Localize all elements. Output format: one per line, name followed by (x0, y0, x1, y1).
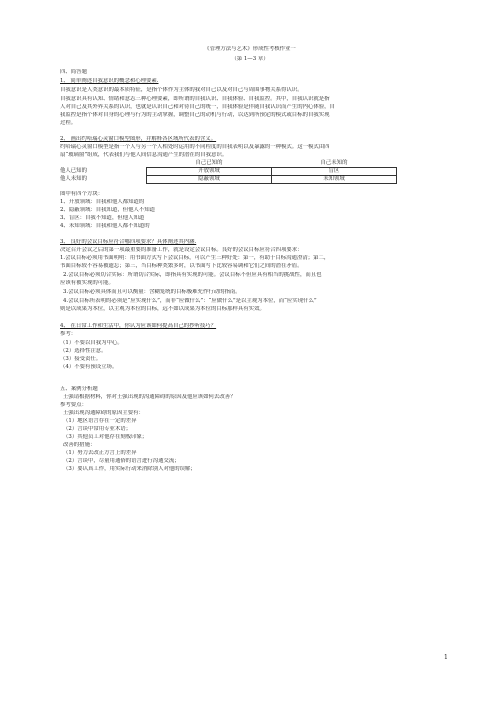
answer-2-item-3: 3、盲区：自我不知道，但他人知道 (60, 215, 145, 221)
section-4-heading: 四、简答题 (60, 69, 87, 75)
answer-4-item-4: （4）不要有预设立场。 (60, 364, 118, 370)
question-4: 4、 在日常工作和生活中，你认为应该如何提高自己的抄听技巧？ (60, 323, 217, 329)
answer-3-line-3: 书面目标较不容易被遗忘；第三，当目标种类繁多时，以书面写下比较容易调和它们之间的潜在矛盾。 (60, 263, 303, 269)
answer-4-item-2: （2）选择性注意。 (60, 348, 107, 354)
window-hidden-area: 隐蔽领域 (147, 176, 272, 184)
answer-2-item-1: 1、开放领域：自我和他人都知道的 (60, 199, 145, 205)
window-open-area: 开放领域 (147, 168, 272, 176)
case-measures-heading: 改善的措施： (63, 442, 96, 448)
case-cause-1: （1）地区语言存在一定的差异 (63, 418, 137, 424)
answer-3-line-1: 决定召开会议之后的第一项最重要的准备工作，就是设定会议目标。良好的会议目标应符合四项要求： (60, 247, 303, 253)
johari-window-table (60, 160, 397, 184)
doc-subtitle: （第 1—3 章） (231, 56, 269, 62)
answer-3-line-8: 则是以成果为本位，以主观为本位的目标，远不如以成果为本位的目标那样具有实效。 (60, 306, 265, 312)
doc-title: 《管理方法与艺术》形成性考核作业一 (204, 46, 296, 52)
section-5-heading: 五、案例分析题 (60, 386, 98, 392)
answer-1-line-4: 我监控是指个体对自身的心理与行为的主动掌握，调整自己的动机与行动，以达到所预定的模式或目标的自我实现 (60, 112, 330, 118)
answer-1-line-3: 人对自己及其外界关系的认识，也就是认识自己和对待自己的统一，自我体验是伴随自我认识而产生的内心体验，自 (60, 104, 335, 110)
page-number: 1 (444, 654, 448, 661)
answer-1-line-2: 自我意识具有认知、情绪和意志三种心理要素，即所谓的自我认识、自我体验、自我监控。其中，自我认识就是指 (60, 96, 330, 102)
answer-2-item-2: 2、隐蔽领域：自我知道，但他人不知道 (60, 207, 156, 213)
case-measure-1: （1）努力去改正方言上的差异 (63, 450, 137, 456)
case-question: 王强请根据材料，你对王强出现的沟通障碍的原因及他应该如何去改善？ (63, 394, 236, 400)
window-header-self-known: 自己已知的 (195, 160, 223, 166)
answer-2-item-4: 4、未知领域：自我和他人都不知道的 (60, 223, 150, 229)
case-ref: 参考要点： (60, 402, 87, 408)
answer-1-line-5: 过程。 (60, 120, 77, 126)
answer-3-line-5: 应该有被实现的可能。 (60, 280, 114, 286)
case-cause-3: （3）其他员工对他存在刻板印象； (63, 434, 148, 440)
answer-2-line-3: 图中有四个方块： (60, 191, 104, 197)
answer-4-item-1: （1）不要以自我为中心。 (60, 340, 123, 346)
window-row-others-known: 他人已知的 (60, 168, 87, 174)
answer-2-line-2: 扇“玻璃窗”组成，代表我们与他人间信息沟通产生的潜在的自我意识。 (60, 152, 228, 158)
answer-4-ref: 参考： (60, 331, 77, 337)
answer-4-item-3: （3）接受责任。 (60, 356, 102, 362)
case-measure-3: （3）要认真工作，用实际行动来消除别人对他的误解； (63, 466, 196, 472)
answer-3-line-4: 2.会议目标必须切合实际：所谓切合实际，即指具有实现的可能。会议目标不但应具有相当的挑战性，而且也 (63, 272, 322, 278)
window-row-others-unknown: 他人未知的 (60, 176, 87, 182)
question-3: 3、 良好的会议目标应符合哪四项要求？具体阐述其内涵. (60, 239, 197, 245)
answer-3-line-7: 4.会议目标所表明的必须是“应实现什么”，而非“应做什么”：“应做什么”是以主观为本位，而“应实现什么” (63, 298, 317, 304)
case-measure-2: （2）言谈中，尽量用通俗的语言进行沟通交流； (63, 458, 180, 464)
question-2: 2、 画出约哈瑞心灵窗口模型图形，并解释各区域所代表的含义。 (60, 136, 217, 142)
window-header-self-unknown: 自己未知的 (320, 160, 348, 166)
case-cause-2: （2）言谈中常用专业术语； (63, 426, 132, 432)
answer-1-line-1: 自我意识是人类意识的最本质特征，是指个体作为主体的我对自己以及对自己与周围事物关系得认识。 (60, 87, 303, 93)
answer-3-line-6: 3.会议目标必须具体而且可以衡量：含糊笼统的目标极难充作行动的指南。 (63, 289, 241, 295)
answer-3-line-2: 1.会议目标必须用书面明明：用书面方式写下会议目标，可以产生三种好处：第一，有助于目标沟通澄清；第二， (60, 255, 330, 261)
window-blind-area: 盲区 (272, 168, 397, 176)
answer-2-line-1: 约哈瑞心灵窗口模型是指一个人与另一个人相处时运用的不同程度的自我表明以及暴露的一种模式。这一模式由四 (60, 144, 330, 150)
case-causes-heading: 王强出现沟通障碍的原因主要有： (63, 410, 144, 416)
question-1: 1、 简单阐述自我意识的概念和心理要素. (60, 78, 159, 84)
window-unknown-area: 未知领域 (272, 176, 397, 184)
